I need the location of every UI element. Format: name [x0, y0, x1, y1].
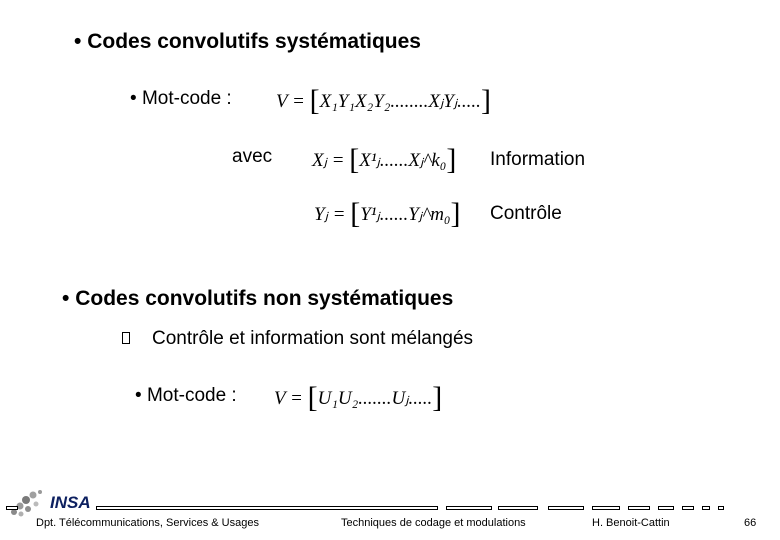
- controle-label: Contrôle: [490, 203, 562, 224]
- insa-logo-dots-icon: [6, 486, 46, 520]
- insa-logo-text: INSA: [50, 493, 91, 512]
- motcode-formula-2: V = [U₁U₂.......Uⱼ.....]: [274, 381, 443, 414]
- footer-bar: [628, 506, 650, 510]
- motcode-line-2: • Mot-code :: [135, 385, 237, 406]
- footer-bar: [96, 506, 438, 510]
- heading-non-systematic: • Codes convolutifs non systématiques: [62, 287, 454, 310]
- footer-bar: [548, 506, 584, 510]
- insa-logo: [6, 486, 98, 520]
- footer-bar: [658, 506, 674, 510]
- footer-bar: [682, 506, 694, 510]
- xj-formula: Xⱼ = [X¹ⱼ......Xⱼ^k₀]: [312, 143, 457, 176]
- footer-bar: [498, 506, 538, 510]
- yj-formula: Yⱼ = [Y¹ⱼ......Yⱼ^m₀]: [314, 197, 461, 230]
- arrow-bullet-icon: [122, 332, 130, 344]
- footer-bar: [702, 506, 710, 510]
- motcode-line-1: • Mot-code :: [130, 88, 232, 109]
- footer-course: Techniques de codage et modulations: [341, 517, 526, 529]
- footer-bar: [6, 506, 18, 510]
- motcode-formula-1: V = [X₁Y₁X₂Y₂........XⱼYⱼ.....]: [276, 84, 491, 117]
- footer-department: Dpt. Télécommunications, Services & Usages: [36, 517, 259, 529]
- heading-systematic: • Codes convolutifs systématiques: [74, 30, 421, 53]
- melanges-text: Contrôle et information sont mélangés: [152, 328, 474, 349]
- footer-bar: [446, 506, 492, 510]
- avec-label: avec: [232, 146, 273, 167]
- footer-page-number: 66: [744, 517, 757, 529]
- footer-bar: [718, 506, 724, 510]
- information-label: Information: [490, 149, 586, 170]
- footer-bar: [592, 506, 620, 510]
- footer-author: H. Benoit-Cattin: [592, 517, 670, 529]
